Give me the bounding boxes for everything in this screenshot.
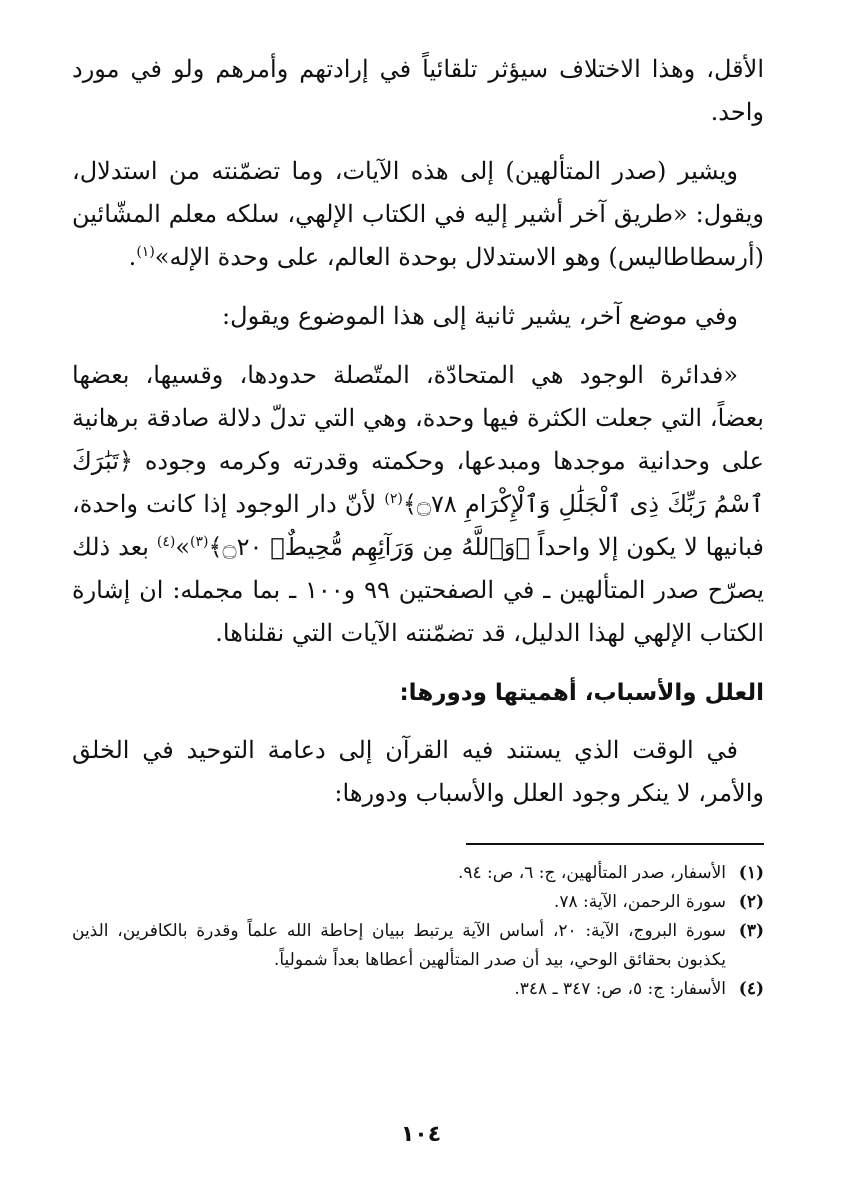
main-text <box>72 48 764 815</box>
footnote-3 <box>72 917 764 975</box>
footnote-text: الأسفار: ج: ٥، ص: ٣٤٧ ـ ٣٤٨. <box>514 979 726 999</box>
paragraph-3 <box>72 295 764 338</box>
footnote-text: الأسفار، صدر المتألهين، ج: ٦، ص: ٩٤. <box>457 863 726 883</box>
section-heading: العلل والأسباب، أهميتها ودورها: <box>399 680 764 706</box>
paragraph-2-text: ويشير (صدر المتألهين) إلى هذه الآيات، وما تضمّنته من استدلال، ويقول: «طريق آخر أشير إليه في الكتاب الإلهي، سلكه معلم المشّائين (أرسطاطاليس) وهو الاستدلال بوحدة العالم، على وحدة الإله» <box>72 157 764 271</box>
paragraph-4-text-b: لأنّ دار الوجود إذا كانت واحدة، فبانيها لا يكون إلا واحداً <box>72 490 765 561</box>
paragraph-1 <box>72 48 764 134</box>
footnote-ref-3[interactable]: (٣) <box>190 534 209 550</box>
paragraph-4-text-c: بعد ذلك يصرّح صدر المتألهين ـ في الصفحتين ٩٩ و١٠٠ ـ بما مجمله: ان إشارة الكتاب الإلهي لهذا الدليل، قد تضمّنته الآيات التي نقلناها. <box>72 533 764 647</box>
paragraph-2 <box>72 150 764 279</box>
footnote-2 <box>72 888 764 917</box>
footnote-1 <box>72 859 764 888</box>
paragraph-5 <box>72 729 764 815</box>
paragraph-5-text: في الوقت الذي يستند فيه القرآن إلى دعامة التوحيد في الخلق والأمر، لا ينكر وجود العلل والأسباب ودورها: <box>72 736 764 807</box>
paragraph-3-text: وفي موضع آخر، يشير ثانية إلى هذا الموضوع ويقول: <box>222 302 738 330</box>
paragraph-2-end: . <box>128 243 137 271</box>
footnote-text: سورة البروج، الآية: ٢٠، أساس الآية يرتبط ببيان إحاطة الله علماً وقدرة بالكافرين، الذين يكذبون بحقائق الوحي، بيد أن صدر المتألهين أعطاها بعداً شمولياً. <box>72 921 726 970</box>
page-number: ١٠٤ <box>400 1122 442 1147</box>
paragraph-4-text-a: «فدائرة الوجود هي المتحادّة، المتّصلة حدودها، وقسيها، بعضها بعضاً، التي جعلت الكثرة فيها وحدة، وهي التي تدلّ دلالة صادقة برهانية على وحدانية موجدها ومبدعها، وحكمته وقدرته وكرمه وجوده <box>72 361 764 475</box>
footnote-number: (٤) <box>738 979 764 999</box>
footnote-divider <box>466 843 764 845</box>
footnote-ref-2[interactable]: (٢) <box>384 491 403 507</box>
footnote-number: (٣) <box>738 921 764 941</box>
footnote-ref-4[interactable]: (٤) <box>156 534 176 550</box>
footnote-text: سورة الرحمن، الآية: ٧٨. <box>553 892 726 912</box>
footnote-4 <box>72 975 764 1004</box>
footnote-number: (١) <box>738 863 764 883</box>
footnote-number: (٢) <box>738 892 764 912</box>
paragraph-1-text: الأقل، وهذا الاختلاف سيؤثر تلقائياً في إرادتهم وأمرهم ولو في مورد واحد. <box>72 55 764 126</box>
quran-verse-1: ﴿تَبَٰرَكَ ٱسْمُ رَبِّكَ ذِى ٱلْجَلَٰلِ وَٱلْإِكْرَامِ ۝٧٨﴾ <box>72 447 765 518</box>
paragraph-4 <box>72 354 764 655</box>
quote-close: » <box>175 533 191 561</box>
footnotes <box>72 859 764 1004</box>
footnote-ref-1[interactable]: (١) <box>136 244 155 260</box>
quran-verse-2: ﴿وَٱللَّهُ مِن وَرَآئِهِم مُّحِيطٌۢ ۝٢٠﴾ <box>208 533 530 561</box>
